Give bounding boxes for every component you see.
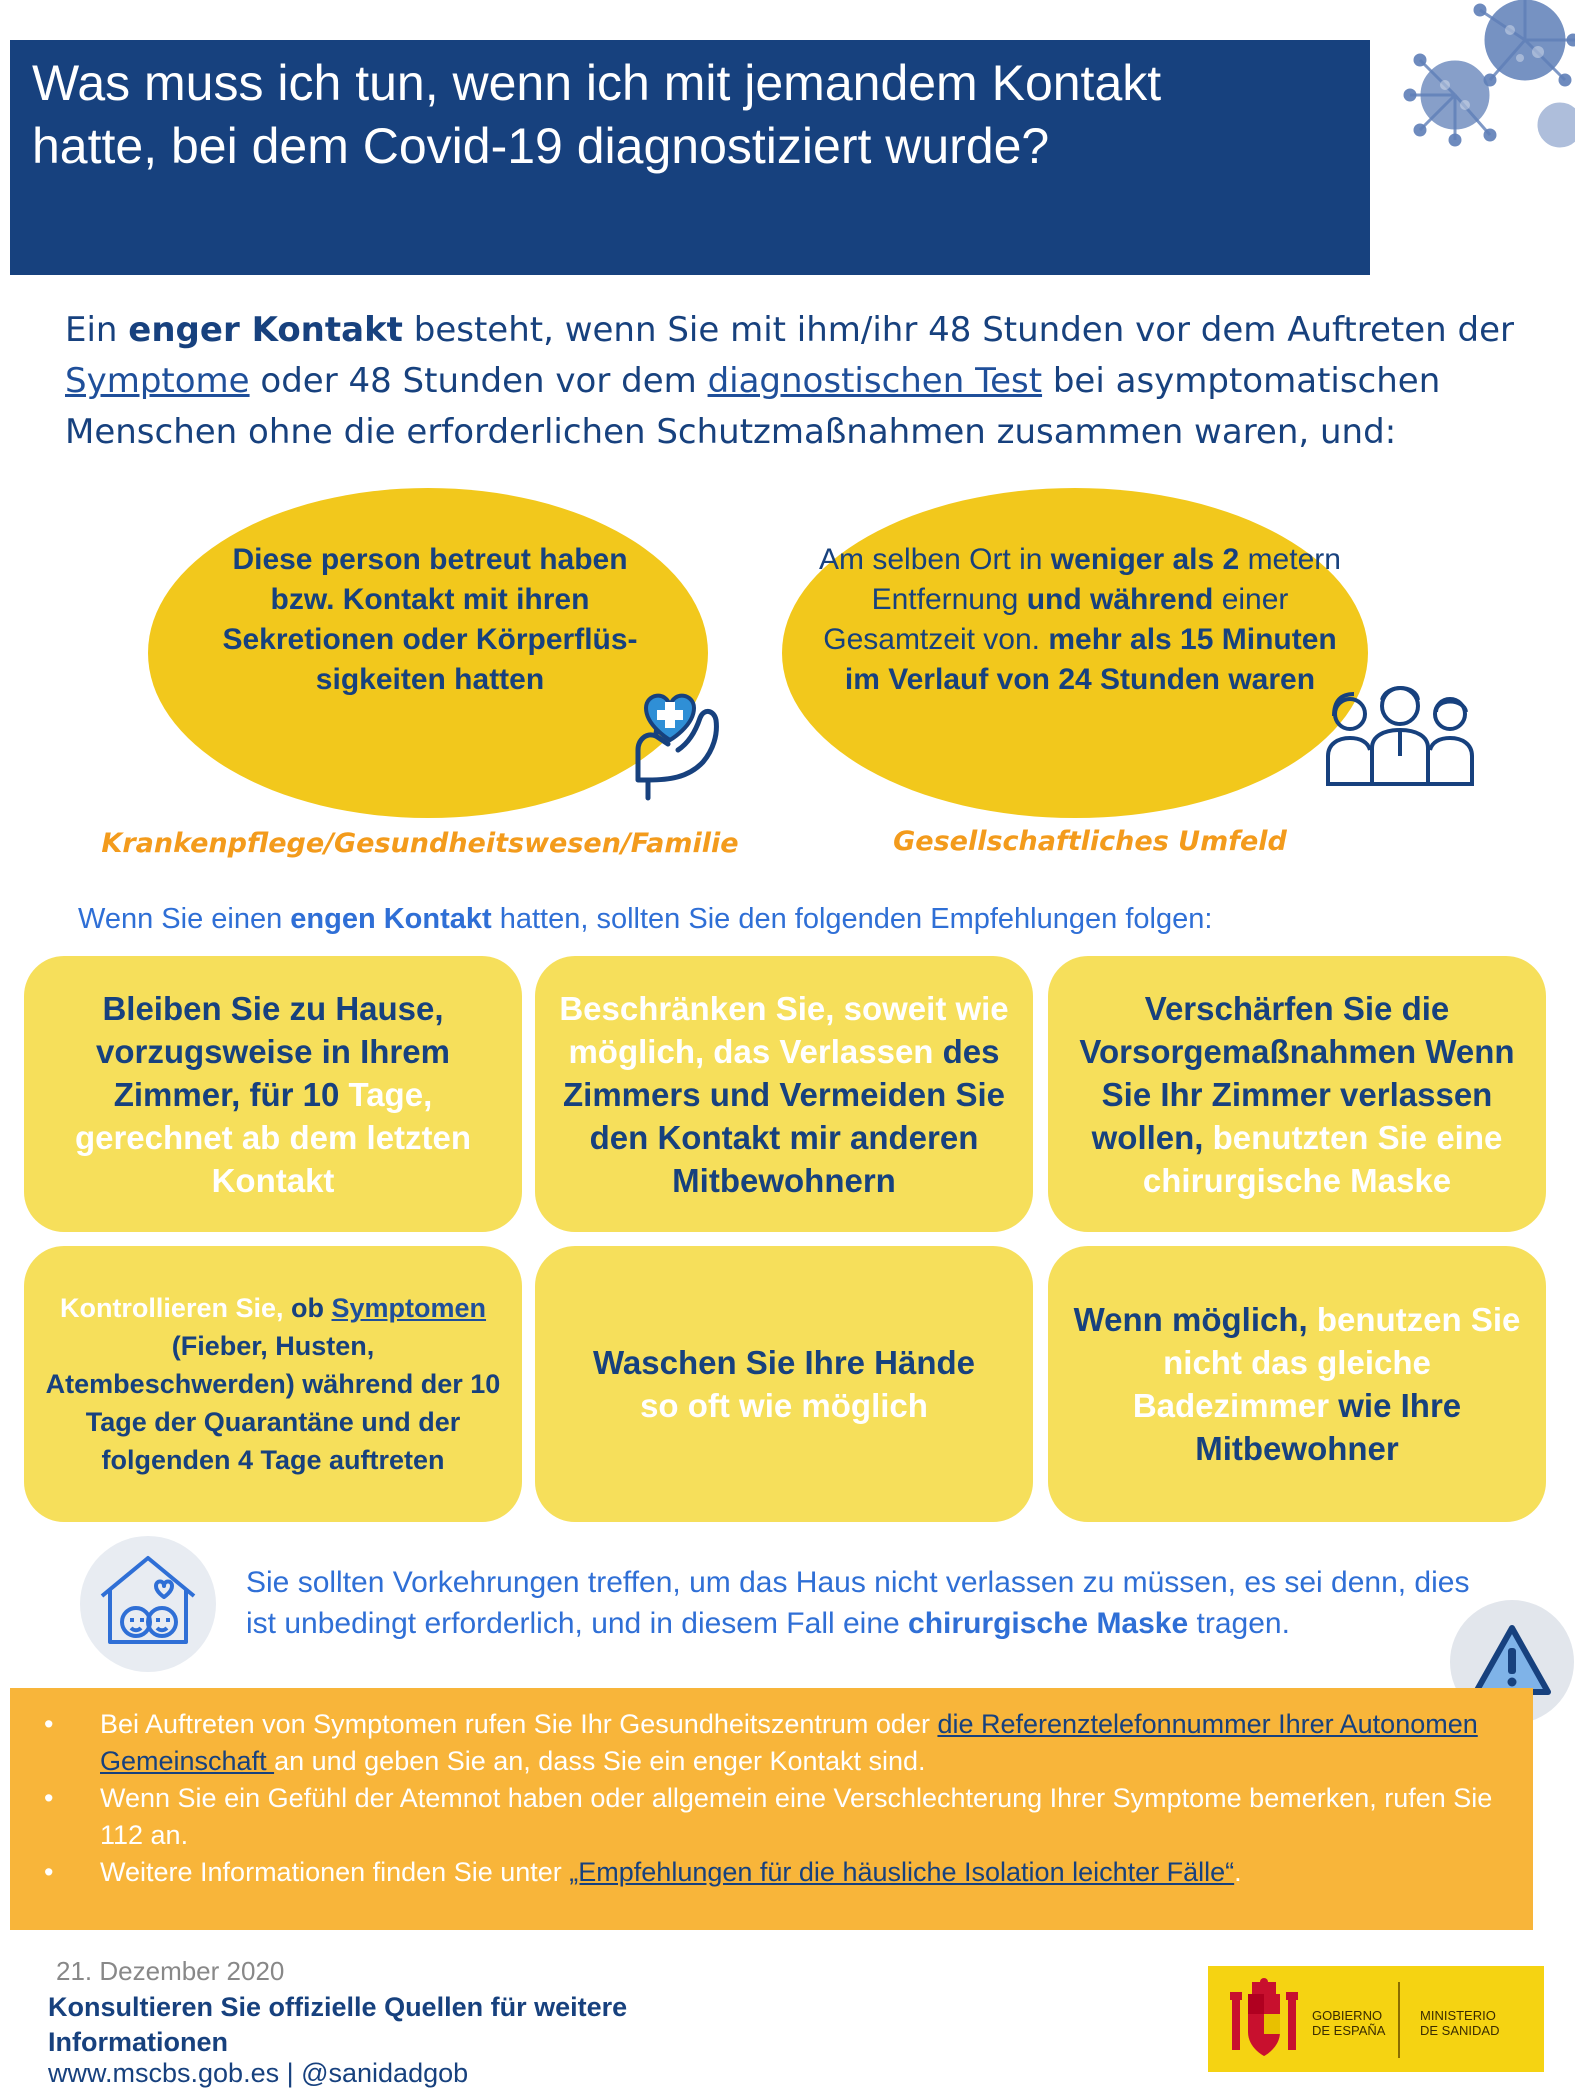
website-social-text[interactable]: www.mscbs.gob.es | @sanidadgob	[48, 2058, 469, 2088]
intro-paragraph	[65, 305, 1525, 458]
stay-home-card	[24, 956, 522, 1232]
limit-leaving-card	[535, 956, 1033, 1232]
social-text-2: metern Entfernung	[871, 543, 1341, 616]
page-title-line-1: Was muss ich tun, wenn ich mit jemandem Kontakt	[32, 55, 1162, 111]
social-text-3: einer Gesamtzeit von.	[823, 583, 1289, 656]
bullet-3-text-2: .	[1234, 1857, 1242, 1887]
bullet-1-text-2: an und geben Sie an, dass Sie ein enger Kontakt sind.	[274, 1746, 926, 1776]
wash-hands-text: Waschen Sie Ihre Hände	[592, 1344, 976, 1381]
page-title	[32, 52, 1352, 178]
info-bullet-list	[44, 1706, 1534, 1891]
wash-hands-highlight: so oft wie möglich	[640, 1387, 928, 1424]
limit-leaving-text: des Zimmers und Vermeiden Sie den Kontakt mir anderen Mitbewohnern	[563, 1032, 1005, 1199]
bathroom-highlight: benutzen Sie nicht das gleiche Badezimmer	[1132, 1301, 1521, 1424]
monitor-text-1: ob	[283, 1293, 332, 1323]
diagnostic-test-link[interactable]: diagnostischen Test	[707, 361, 1043, 401]
social-bold-2: und während	[1026, 583, 1214, 616]
logo-government-text	[1312, 2008, 1396, 2038]
recommendations-intro	[78, 903, 1498, 936]
social-context-label: Gesellschaftliches Umfeld	[893, 826, 1287, 857]
bathroom-text-1: Wenn möglich,	[1073, 1301, 1317, 1338]
page-title-line-2: hatte, bei dem Covid-19 diagnostiziert wurde?	[32, 118, 1050, 174]
info-bullet-2	[44, 1780, 1534, 1854]
care-context-label: Krankenpflege/Gesundheitswesen/Familie	[101, 828, 739, 859]
monitor-highlight: Kontrollieren Sie,	[59, 1293, 284, 1323]
info-bullet-1	[44, 1706, 1534, 1780]
logo-separator	[1398, 1982, 1400, 2058]
social-bold-3: mehr als 15 Minuten im Verlauf von 24 Stunden waren	[844, 623, 1337, 696]
wash-hands-card	[535, 1246, 1033, 1522]
precaution-bold-mask: chirurgische Maske	[908, 1607, 1189, 1640]
intro-text-2: besteht, wenn Sie mit ihm/ihr 48 Stunden vor dem Auftreten der	[402, 310, 1514, 350]
intro-text-1: Ein	[65, 310, 129, 350]
social-text-1: Am selben Ort in	[819, 543, 1051, 576]
logo-min-line-1: MINISTERIO	[1420, 2008, 1496, 2023]
precautions-text: Verschärfen Sie die Vorsorgemaßnahmen Wenn Sie Ihr Zimmer verlassen wollen,	[1079, 989, 1515, 1156]
monitor-text-2: (Fieber, Husten, Atembeschwerden) während der 10 Tage der Quarantäne und der folgenden 4 Tage auftreten	[45, 1331, 501, 1475]
consult-sources-text: Konsultieren Sie offizielle Quellen für weitere Informationen	[48, 1992, 628, 2057]
info-bullet-3	[44, 1854, 1534, 1891]
virus-icon	[1380, 0, 1575, 170]
logo-gob-line-2: DE ESPAÑA	[1312, 2023, 1386, 2038]
social-bold-1: weniger als 2	[1050, 543, 1240, 576]
caring-hand-icon	[608, 680, 733, 805]
limit-leaving-highlight: Beschränken Sie, soweit wie möglich, das Verlassen	[559, 989, 1009, 1070]
social-contact-text	[810, 540, 1350, 700]
precaution-text-1: Sie sollten Vorkehrungen treffen, um das Haus nicht verlassen zu müssen, es sei denn, dies ist unbedingt erforderlich, und in diesem Fall eine	[246, 1566, 1470, 1640]
reco-bold: engen Kontakt	[290, 903, 492, 935]
home-isolation-link[interactable]: „Empfehlungen für die häusliche Isolation leichter Fälle“	[569, 1857, 1235, 1887]
separate-bathroom-card	[1048, 1246, 1546, 1522]
precaution-text-2: tragen.	[1188, 1607, 1290, 1640]
stay-home-highlight: Tage, gerechnet ab dem letzten Kontakt	[74, 1075, 472, 1199]
spain-crest-icon	[1224, 1978, 1304, 2064]
bullet-2-text: Wenn Sie ein Gefühl der Atemnot haben oder allgemein eine Verschlechterung Ihrer Symptome bemerken, rufen Sie 112 an.	[100, 1783, 1493, 1850]
care-contact-text: Diese person betreut haben bzw. Kontakt mit ihren Sekretionen oder Körperflüs-sigkeiten hatten	[222, 543, 638, 696]
precaution-paragraph	[246, 1562, 1486, 1644]
reco-text-2: hatten, sollten Sie den folgenden Empfehlungen folgen:	[491, 903, 1213, 935]
logo-min-line-2: DE SANIDAD	[1420, 2023, 1500, 2038]
monitor-symptoms-card	[24, 1246, 522, 1522]
people-group-icon	[1320, 676, 1480, 786]
intro-text-3: oder 48 Stunden vor dem	[249, 361, 708, 401]
mask-highlight: benutzten Sie eine chirurgische Maske	[1142, 1118, 1503, 1199]
precautions-mask-card	[1048, 956, 1546, 1232]
publication-date: 21. Dezember 2020	[56, 1956, 285, 1986]
logo-ministry-text	[1420, 2008, 1530, 2038]
symptoms-link[interactable]: Symptome	[65, 361, 250, 401]
bathroom-text-2: wie Ihre Mitbewohner	[1195, 1387, 1462, 1467]
symptoms-card-link[interactable]: Symptomen	[331, 1293, 487, 1323]
intro-text-4: bei asymptomatischen Menschen ohne die erforderlichen Schutzmaßnahmen zusammen waren, und:	[65, 361, 1441, 452]
bullet-3-text-1: Weitere Informationen finden Sie unter	[100, 1857, 570, 1887]
stay-home-text: Bleiben Sie zu Hause, vorzugsweise in Ihrem Zimmer, für 10	[96, 989, 450, 1113]
logo-gob-line-1: GOBIERNO	[1312, 2008, 1383, 2023]
bullet-1-text-1: Bei Auftreten von Symptomen rufen Sie Ihr Gesundheitszentrum oder	[100, 1709, 938, 1739]
reference-phone-link[interactable]: die Referenztelefonnummer Ihrer Autonomen Gemeinschaft	[100, 1709, 1478, 1776]
family-house-icon	[78, 1534, 218, 1674]
intro-bold-close-contact: enger Kontakt	[128, 310, 403, 350]
reco-text-1: Wenn Sie einen	[78, 903, 291, 935]
